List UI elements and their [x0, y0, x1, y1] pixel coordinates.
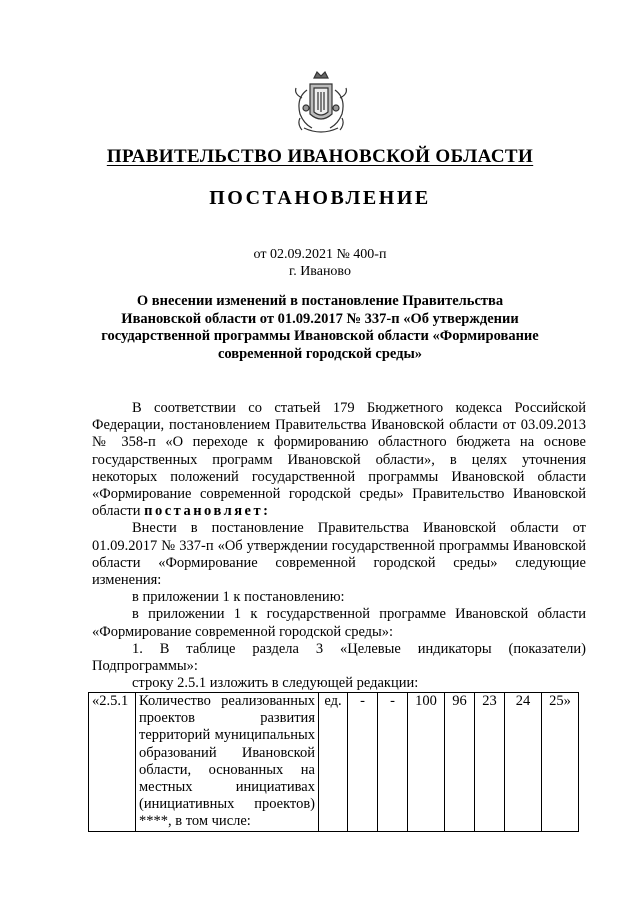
paragraph-preamble: В соответствии со статьей 179 Бюджетного кодекса Российской Федерации, постановлением Правительства Ивановской области от 03.09.2013 № 358-п «О переходе к формированию областного бюджета на основе государственных программ Ивановской области», в целях уточнения некоторых положений государственной программы Ивановской области «Формирование современной городской среды» Правительство Ивановской области постановляет: — [92, 400, 586, 520]
value-cell: 23 — [475, 693, 505, 832]
value-cell: 25» — [542, 693, 579, 832]
subject-line: государственной программы Ивановской области «Формирование — [101, 328, 539, 344]
resolves-word: постановляет: — [144, 503, 271, 520]
indicator-table — [88, 692, 579, 832]
value-cell: 100 — [408, 693, 445, 832]
coat-of-arms-icon — [292, 68, 350, 138]
date-and-place — [0, 246, 640, 280]
city: г. Иваново — [289, 264, 351, 279]
table-row — [89, 693, 579, 832]
document-type: ПОСТАНОВЛЕНИЕ — [209, 187, 431, 209]
paragraph-item-1: 1. В таблице раздела 3 «Целевые индикаторы (показатели) Подпрограммы»: — [92, 640, 586, 675]
paragraph-amend: Внести в постановление Правительства Ивановской области от 01.09.2017 № 337-п «Об утверждении государственной программы Ивановской области «Формирование современной городской среды» следующие изменения: — [92, 520, 586, 589]
subject-line: современной городской среды» — [217, 345, 423, 362]
indicator-name: Количество реализованных проектов развития территорий муниципальных образований Ивановской области, основанных на местных инициативах (инициативных проектов) ****, в том числе: — [136, 693, 319, 832]
value-cell: - — [378, 693, 408, 832]
paragraph-row-instruction: строку 2.5.1 изложить в следующей редакции: — [132, 675, 419, 692]
document-subject — [100, 293, 540, 363]
government-title: ПРАВИТЕЛЬСТВО ИВАНОВСКОЙ ОБЛАСТИ — [106, 146, 534, 167]
subject-line: Ивановской области от 01.09.2017 № 337-п «Об утверждении — [121, 310, 519, 327]
value-cell: 96 — [445, 693, 475, 832]
document-body — [92, 400, 586, 692]
value-cell: 24 — [505, 693, 542, 832]
paragraph-appendix-program: в приложении 1 к государственной программе Ивановской области «Формирование современной городской среды»: — [92, 606, 586, 640]
paragraph-appendix: в приложении 1 к постановлению: — [132, 589, 345, 606]
row-number: «2.5.1 — [89, 693, 136, 832]
subject-line: О внесении изменений в постановление Правительства — [136, 293, 504, 309]
unit-cell: ед. — [319, 693, 348, 832]
value-cell: - — [348, 693, 378, 832]
date-number: от 02.09.2021 № 400-п — [253, 247, 387, 262]
